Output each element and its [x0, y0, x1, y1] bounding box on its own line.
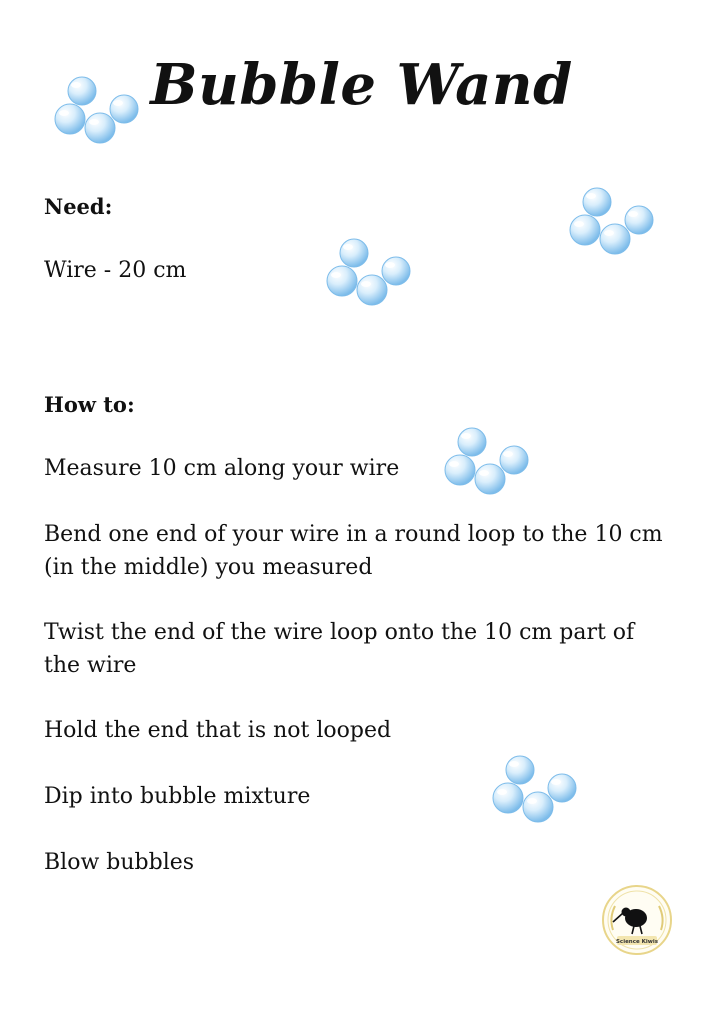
bubbles-icon — [52, 74, 142, 146]
step-item: Blow bubbles — [44, 850, 195, 875]
logo-text: Science Kiwis — [615, 939, 659, 945]
step-item: Measure 10 cm along your wire — [44, 456, 400, 481]
how-to-heading: How to: — [44, 392, 135, 417]
step-item: Dip into bubble mixture — [44, 784, 311, 809]
step-item: Bend one end of your wire in a round loop to the 10 cm (in the middle) you measured — [44, 522, 663, 580]
page-title: Bubble Wand — [150, 52, 573, 118]
science-kiwis-logo — [601, 884, 673, 956]
bubbles-icon — [567, 185, 657, 257]
step-item: Hold the end that is not looped — [44, 718, 392, 743]
need-heading: Need: — [44, 194, 113, 219]
need-item: Wire - 20 cm — [44, 258, 187, 283]
step-item: Twist the end of the wire loop onto the 10 cm part of the wire — [44, 620, 635, 678]
